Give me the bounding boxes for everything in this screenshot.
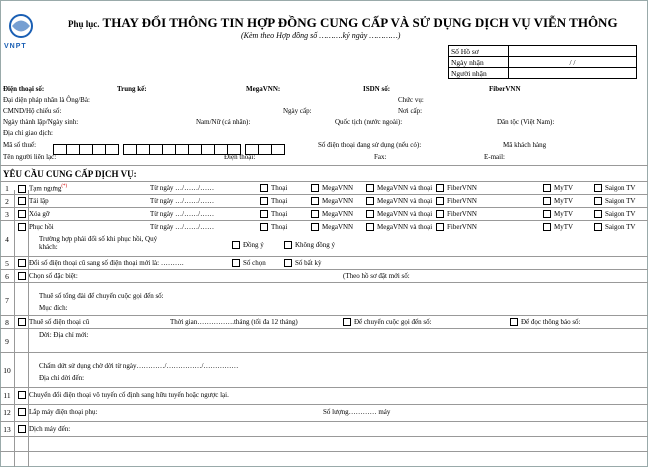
khong-dong-y-option[interactable]: Không đồng ý: [284, 241, 335, 249]
page-title: Phụ lục. THAY ĐỔI THÔNG TIN HỢP ĐỒNG CUNG CẤP VÀ SỬ DỤNG DỊCH VỤ VIỄN THÔNG: [68, 15, 618, 30]
so-ho-so-field[interactable]: [509, 46, 637, 57]
row1-options[interactable]: Thoại: [260, 184, 287, 192]
dien-thoai2-label: Điện thoại:: [224, 153, 256, 161]
record-box: [448, 45, 637, 79]
dan-toc-label: Dân tộc (Việt Nam):: [497, 118, 555, 126]
isdn-label: ISDN số:: [363, 85, 391, 93]
nguoi-nhan-label: Người nhận: [449, 68, 509, 79]
row-1: Tạm ngưng(*): [18, 184, 67, 193]
page-subtitle: (Kèm theo Hợp đồng số ……….ký ngày …………): [241, 31, 401, 40]
fibervnn-label: FiberVNN: [489, 85, 521, 93]
trung-ke-label: Trung kế:: [117, 85, 147, 93]
row-9: Dời: Địa chỉ mới:: [39, 331, 89, 339]
row-4: Phục hồi: [18, 223, 54, 231]
row-10: Chấm dứt sử dụng chờ dời từ ngày…………/……………/……………: [39, 362, 239, 370]
fax-label: Fax:: [374, 153, 387, 161]
cmnd-label: CMND/Hộ chiếu số:: [3, 107, 62, 115]
row-8: Thuê số điện thoại cũ: [18, 318, 89, 326]
ngay-nhan-field[interactable]: / /: [509, 57, 637, 68]
row-7: Thuê số tổng đài để chuyển cuộc gọi đến số:: [39, 292, 164, 300]
so-chon-option[interactable]: Số chọn: [232, 259, 266, 267]
row-6: Chọn số đặc biệt:: [18, 272, 78, 280]
noi-cap-label: Nơi cấp:: [398, 107, 423, 115]
section-title: YÊU CẦU CUNG CẤP DỊCH VỤ:: [3, 169, 137, 179]
ma-khach-hang-label: Mã khách hàng: [503, 141, 547, 149]
quoc-tich-label: Quốc tịch (nước ngoài):: [335, 118, 403, 126]
logo-text: VNPT: [4, 43, 27, 50]
row-12: Lắp máy điện thoại phụ:: [18, 408, 97, 416]
nguoi-nhan-field[interactable]: [509, 68, 637, 79]
ngay-nhan-label: Ngày nhận: [449, 57, 509, 68]
megavnn-label: MegaVNN:: [246, 85, 281, 93]
row-11: Chuyển đổi điện thoại vô tuyến cố định sang hữu tuyến hoặc ngược lại.: [18, 391, 229, 399]
row-2: Tái lập: [18, 197, 49, 205]
row-5: Đổi số điện thoại cũ sang số điện thoại mới là: ……….: [18, 259, 184, 267]
phuc-hoi-question: Trường hợp phải đổi số khi phục hồi, Quý khách:: [39, 235, 158, 251]
ma-so-thue-label: Mã số thuế:: [3, 141, 37, 149]
so-ho-so-label: Số Hồ sơ: [449, 46, 509, 57]
dia-chi-label: Địa chỉ giao dịch:: [3, 129, 53, 137]
dai-dien-label: Đại diện pháp nhân là Ông/Bà:: [3, 96, 90, 104]
so-bat-ky-option[interactable]: Số bất kỳ: [284, 259, 321, 267]
ngay-sinh-label: Ngày thành lập/Ngày sinh:: [3, 118, 79, 126]
nam-nu-label: Nam/Nữ (cá nhân):: [196, 118, 251, 126]
chuc-vu-label: Chức vụ:: [398, 96, 424, 104]
ngay-cap-label: Ngày cấp:: [283, 107, 312, 115]
email-label: E-mail:: [484, 153, 505, 161]
sdt-dang-dung-label: Số điện thoại đang sử dụng (nếu có):: [318, 141, 422, 149]
nguoi-lien-lac-label: Tên người liên lạc:: [3, 153, 57, 161]
row-13: Dịch máy đến:: [18, 425, 70, 433]
tam-ngung-checkbox[interactable]: [18, 185, 26, 193]
dong-y-option[interactable]: Đồng ý: [232, 241, 264, 249]
row-3: Xóa gỡ: [18, 210, 50, 218]
dien-thoai-label: Điện thoại số:: [3, 85, 45, 93]
